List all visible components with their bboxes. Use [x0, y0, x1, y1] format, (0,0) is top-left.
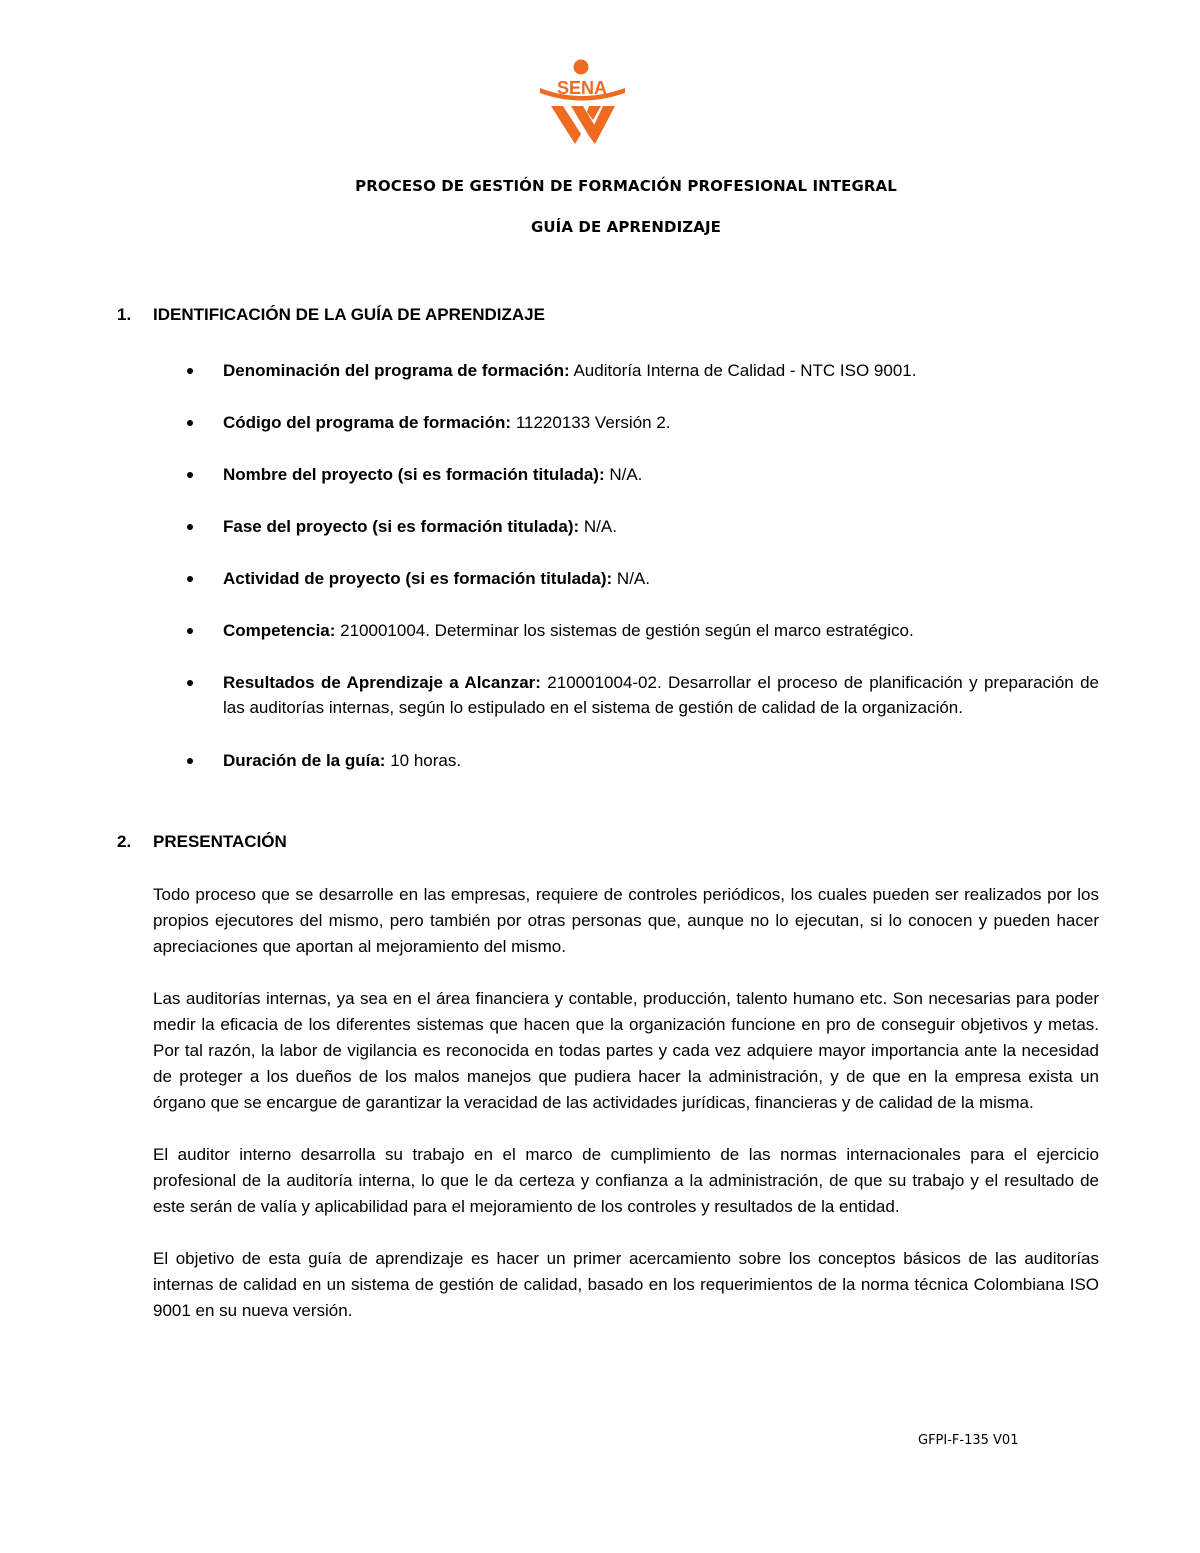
item-value: 210001004. Determinar los sistemas de gestión según el marco estratégico. [335, 621, 914, 640]
list-item [223, 748, 1099, 773]
item-value: N/A. [579, 517, 617, 536]
item-label: Duración de la guía: [223, 751, 386, 770]
logo-wordmark: SENA [556, 78, 608, 98]
item-label: Fase del proyecto (si es formación titulada): [223, 517, 580, 536]
form-code: GFPI-F-135 V01 [918, 1433, 1019, 1448]
item-label: Denominación del programa de formación: [223, 361, 570, 380]
item-label: Actividad de proyecto (si es formación titulada): [223, 569, 613, 588]
list-item [223, 618, 1099, 643]
presentation-body [153, 882, 1099, 1350]
section-2-number: 2. [117, 832, 132, 851]
list-item [223, 670, 1099, 720]
section-2-heading [117, 832, 287, 852]
item-value: N/A. [612, 569, 650, 588]
list-item [223, 566, 1099, 591]
paragraph: El auditor interno desarrolla su trabajo en el marco de cumplimiento de las normas internacionales para el ejercicio profesional de la auditoría interna, lo que le da certeza y confianza a la administración, de que su trabajo y el resultado de este serán de valía y aplicabilidad para el mejoramiento de los controles y resultados de la entidad. [153, 1145, 1099, 1216]
logo-head [574, 60, 589, 75]
sena-logo [537, 56, 629, 146]
item-label: Nombre del proyecto (si es formación titulada): [223, 465, 605, 484]
document-title: PROCESO DE GESTIÓN DE FORMACIÓN PROFESIONAL INTEGRAL [355, 177, 897, 195]
item-value: 11220133 Versión 2. [511, 413, 671, 432]
section-2-title: PRESENTACIÓN [153, 832, 287, 851]
list-item [223, 514, 1099, 539]
item-label: Código del programa de formación: [223, 413, 512, 432]
item-value: 10 horas. [385, 751, 462, 770]
paragraph: Las auditorías internas, ya sea en el área financiera y contable, producción, talento humano etc. Son necesarias para poder medir la eficacia de los diferentes sistemas que hacen que la organización funcione en pro de conseguir objetivos y metas. Por tal razón, la labor de vigilancia es reconocida en todas partes y cada vez adquiere mayor importancia ante la necesidad de proteger a los dueños de los malos manejos que pudiera hacer la administración, y de que en la empresa exista un órgano que se encargue de garantizar la veracidad de las actividades jurídicas, financieras y de calidad de la misma. [153, 989, 1099, 1112]
list-item [223, 410, 1099, 435]
item-value: Auditoría Interna de Calidad - NTC ISO 9001. [569, 361, 917, 380]
section-1-heading [117, 305, 545, 325]
item-value: 210001004-02. Desarrollar el proceso de planificación y preparación de las auditorías internas, según lo estipulado en el sistema de gestión de calidad de la organización. [223, 673, 1099, 717]
item-label: Competencia: [223, 621, 336, 640]
section-1-number: 1. [117, 305, 132, 324]
list-item [223, 462, 1099, 487]
sena-logo-graphic [537, 56, 629, 146]
list-item [223, 358, 1099, 383]
identification-list [223, 358, 1099, 773]
item-value: N/A. [604, 465, 643, 484]
paragraph: Todo proceso que se desarrolle en las empresas, requiere de controles periódicos, los cuales pueden ser realizados por los propios ejecutores del mismo, pero también por otras personas que, aunque no lo ejecutan, si lo conocen y pueden hacer apreciaciones que aportan al mejoramiento del mismo. [153, 885, 1099, 956]
section-1-title: IDENTIFICACIÓN DE LA GUÍA DE APRENDIZAJE [153, 305, 545, 324]
item-label: Resultados de Aprendizaje a Alcanzar: [223, 673, 541, 692]
document-subtitle: GUÍA DE APRENDIZAJE [530, 218, 722, 236]
paragraph: El objetivo de esta guía de aprendizaje es hacer un primer acercamiento sobre los conceptos básicos de las auditorías internas de calidad en un sistema de gestión de calidad, basado en los requerimientos de la norma técnica Colombiana ISO 9001 en su nueva versión. [153, 1249, 1099, 1320]
